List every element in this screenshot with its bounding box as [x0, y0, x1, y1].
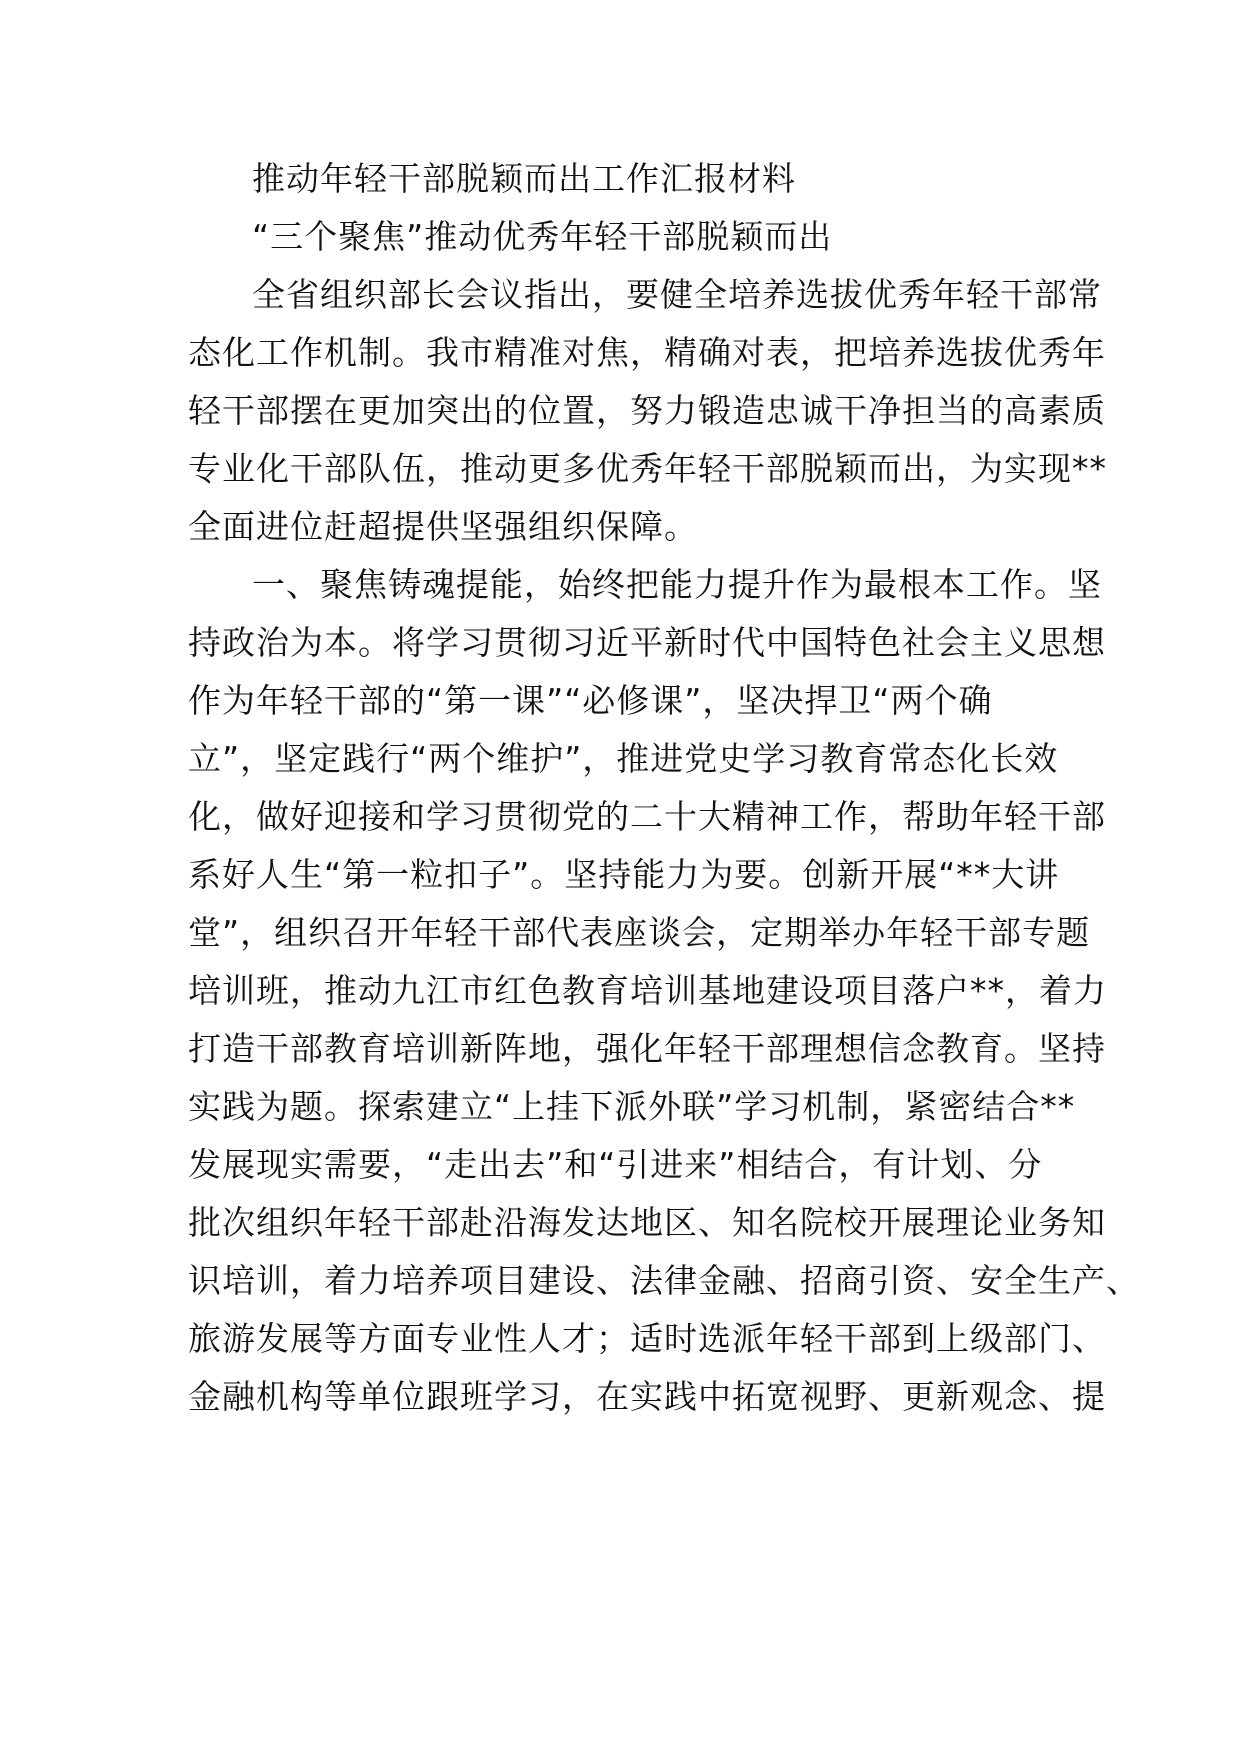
paragraph-line: 一、聚焦铸魂提能，始终把能力提升作为最根本工作。坚: [252, 565, 1102, 604]
paragraph-line: 打造干部教育培训新阵地，强化年轻干部理想信念教育。坚持: [188, 1029, 1106, 1068]
paragraph-line: 实践为题。探索建立“上挂下派外联”学习机制，紧密结合**: [188, 1087, 1076, 1126]
paragraph-line: 作为年轻干部的“第一课”“必修课”，坚决捍卫“两个确: [188, 681, 993, 720]
paragraph-line: 立”，坚定践行“两个维护”，推进党史学习教育常态化长效: [188, 739, 1059, 778]
paragraph-line: 识培训，着力培养项目建设、法律金融、招商引资、安全生产、: [188, 1261, 1140, 1300]
paragraph-line: 全面进位赶超提供坚强组织保障。: [188, 507, 698, 546]
paragraph-line: 培训班，推动九江市红色教育培训基地建设项目落户**，着力: [188, 971, 1107, 1010]
paragraph-line: 发展现实需要，“走出去”和“引进来”相结合，有计划、分: [188, 1145, 1043, 1184]
document-title: 推动年轻干部脱颖而出工作汇报材料: [252, 159, 796, 198]
paragraph-line: 持政治为本。将学习贯彻习近平新时代中国特色社会主义思想: [188, 623, 1106, 662]
paragraph-line: 轻干部摆在更加突出的位置，努力锻造忠诚干净担当的高素质: [188, 391, 1106, 430]
paragraph-line: 金融机构等单位跟班学习，在实践中拓宽视野、更新观念、提: [188, 1377, 1106, 1416]
paragraph-line: 专业化干部队伍，推动更多优秀年轻干部脱颖而出，为实现**: [188, 449, 1107, 488]
document-subtitle: “三个聚焦”推动优秀年轻干部脱颖而出: [252, 217, 833, 256]
paragraph-line: 态化工作机制。我市精准对焦，精确对表，把培养选拔优秀年: [188, 333, 1106, 372]
paragraph-line: 批次组织年轻干部赴沿海发达地区、知名院校开展理论业务知: [188, 1203, 1106, 1242]
paragraph-line: 全省组织部长会议指出，要健全培养选拔优秀年轻干部常: [252, 275, 1102, 314]
paragraph-line: 系好人生“第一粒扣子”。坚持能力为要。创新开展“**大讲: [188, 855, 1060, 894]
paragraph-line: 化，做好迎接和学习贯彻党的二十大精神工作，帮助年轻干部: [188, 797, 1106, 836]
paragraph-line: 旅游发展等方面专业性人才；适时选派年轻干部到上级部门、: [188, 1319, 1106, 1358]
paragraph-line: 堂”，组织召开年轻干部代表座谈会，定期举办年轻干部专题: [188, 913, 1091, 952]
